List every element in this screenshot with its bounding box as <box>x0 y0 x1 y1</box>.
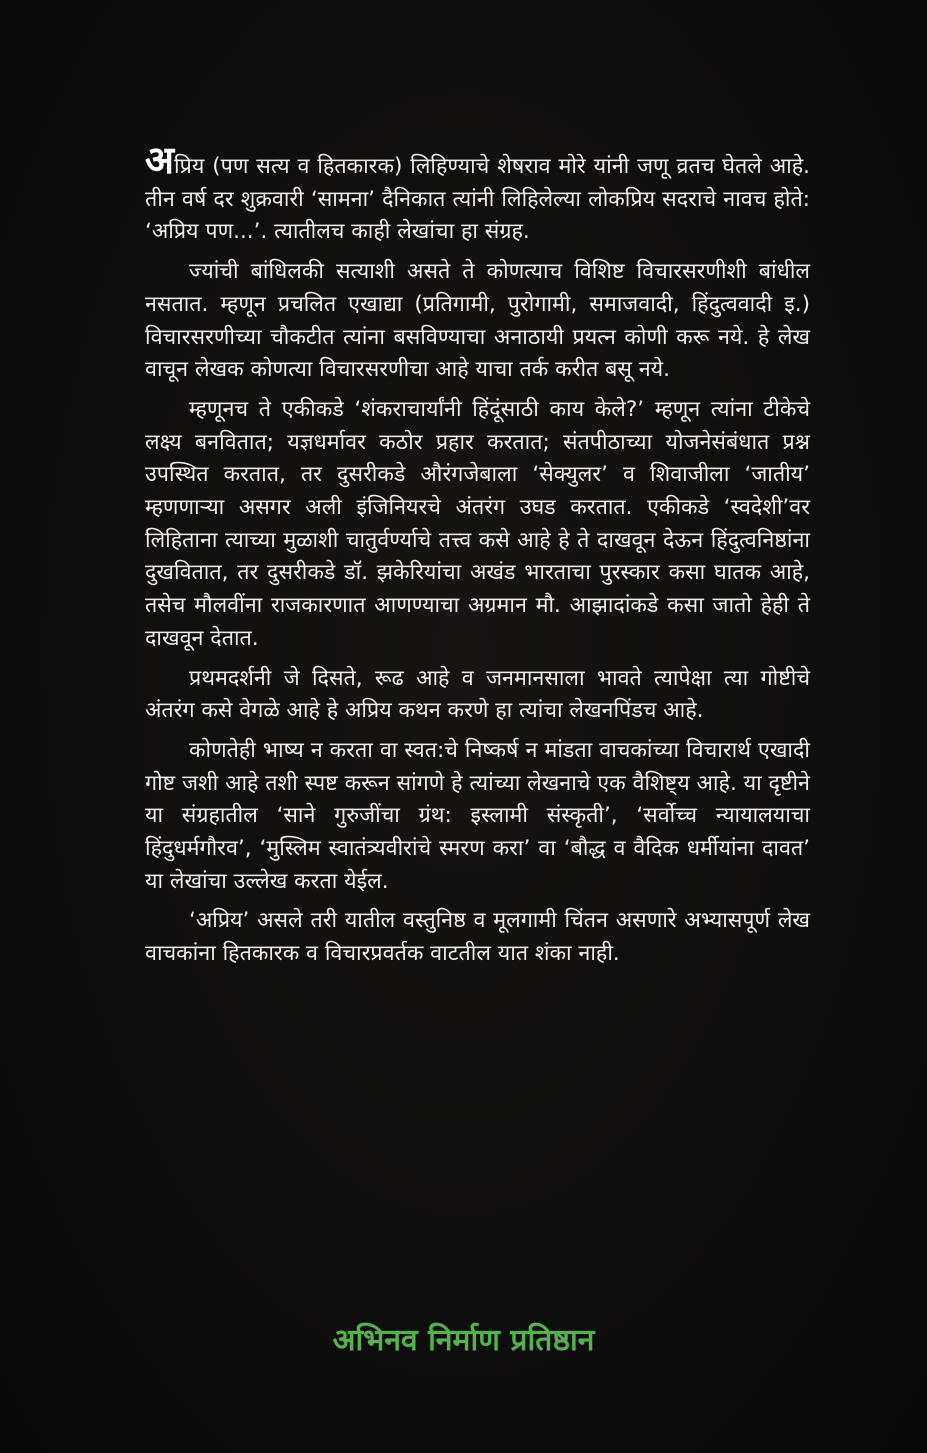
paragraph-6: ‘अप्रिय’ असले तरी यातील वस्तुनिष्ठ व मूलगामी चिंतन असणारे अभ्यासपूर्ण लेख वाचकांना हितकारक व विचारप्रवर्तक वाटतील यात शंका नाही. <box>145 908 810 967</box>
intro-text: प्रिय (पण सत्य व हितकारक) लिहिण्याचे शेषराव मोरे यांनी जणू व्रतच घेतले आहे. तीन वर्ष दर शुक्रवारी ‘सामना’ दैनिकात त्यांनी लिहिलेल्या लोकप्रिय सदराचे नावच होते: ‘अप्रिय पण...’. त्यातीलच काही लेखांचा हा संग्रह. <box>145 154 810 245</box>
paragraph-5: कोणतेही भाष्य न करता वा स्वत:चे निष्कर्ष न मांडता वाचकांच्या विचारार्थ एखादी गोष्ट जशी आहे तशी स्पष्ट करून सांगणे हे त्यांच्या लेखनाचे एक वैशिष्ट्य आहे. या दृष्टीने या संग्रहातील ‘साने गुरुजींचा ग्रंथ: इस्लामी संस्कृती’, ‘सर्वोच्च न्यायालयाचा हिंदुधर्मगौरव’, ‘मुस्लिम स्वातंत्र्यवीरांचे स्मरण करा’ वा ‘बौद्ध व वैदिक धर्मीयांना दावत’ या लेखांचा उल्लेख करता येईल. <box>145 737 810 894</box>
intro-paragraph <box>145 138 810 249</box>
dropcap-letter: अ <box>145 138 175 182</box>
paragraph-4: प्रथमदर्शनी जे दिसते, रूढ आहे व जनमानसाला भावते त्यापेक्षा त्या गोष्टीचे अंतरंग कसे वेगळे आहे हे अप्रिय कथन करणे हा त्यांचा लेखनपिंडच आहे. <box>145 665 810 724</box>
blurb-text <box>145 138 810 978</box>
paragraph-3: म्हणूनच ते एकीकडे ‘शंकराचार्यांनी हिंदूंसाठी काय केले?’ म्हणून त्यांना टीकेचे लक्ष्य बनवितात; यज्ञधर्मावर कठोर प्रहार करतात; संतपीठाच्या योजनेसंबंधात प्रश्न उपस्थित करतात, तर दुसरीकडे औरंगजेबाला ‘सेक्युलर’ व शिवाजीला ‘जातीय’ म्हणणाऱ्या असगर अली इंजिनियरचे अंतरंग उघड करतात. एकीकडे ‘स्वदेशी’वर लिहिताना त्याच्या मुळाशी चातुर्वर्ण्याचे तत्त्व कसे आहे हे ते दाखवून देऊन हिंदुत्वनिष्ठांना दुखवितात, तर दुसरीकडे डॉ. झकेरियांचा अखंड भारताचा पुरस्कार कसा घातक आहे, तसेच मौलवींना राजकारणात आणण्याचा अग्रमान मौ. आझादांकडे कसा जातो हेही ते दाखवून देतात. <box>145 396 810 651</box>
publisher-name: अभिनव निर्माण प्रतिष्ठान <box>332 1323 595 1358</box>
paragraph-2: ज्यांची बांधिलकी सत्याशी असते ते कोणत्याच विशिष्ट विचारसरणीशी बांधील नसतात. म्हणून प्रचलित एखाद्या (प्रतिगामी, पुरोगामी, समाजवादी, हिंदुत्ववादी इ.) विचारसरणीच्या चौकटीत त्यांना बसविण्याचा अनाठायी प्रयत्न कोणी करू नये. हे लेख वाचून लेखक कोणत्या विचारसरणीचा आहे याचा तर्क करीत बसू नये. <box>145 259 810 383</box>
